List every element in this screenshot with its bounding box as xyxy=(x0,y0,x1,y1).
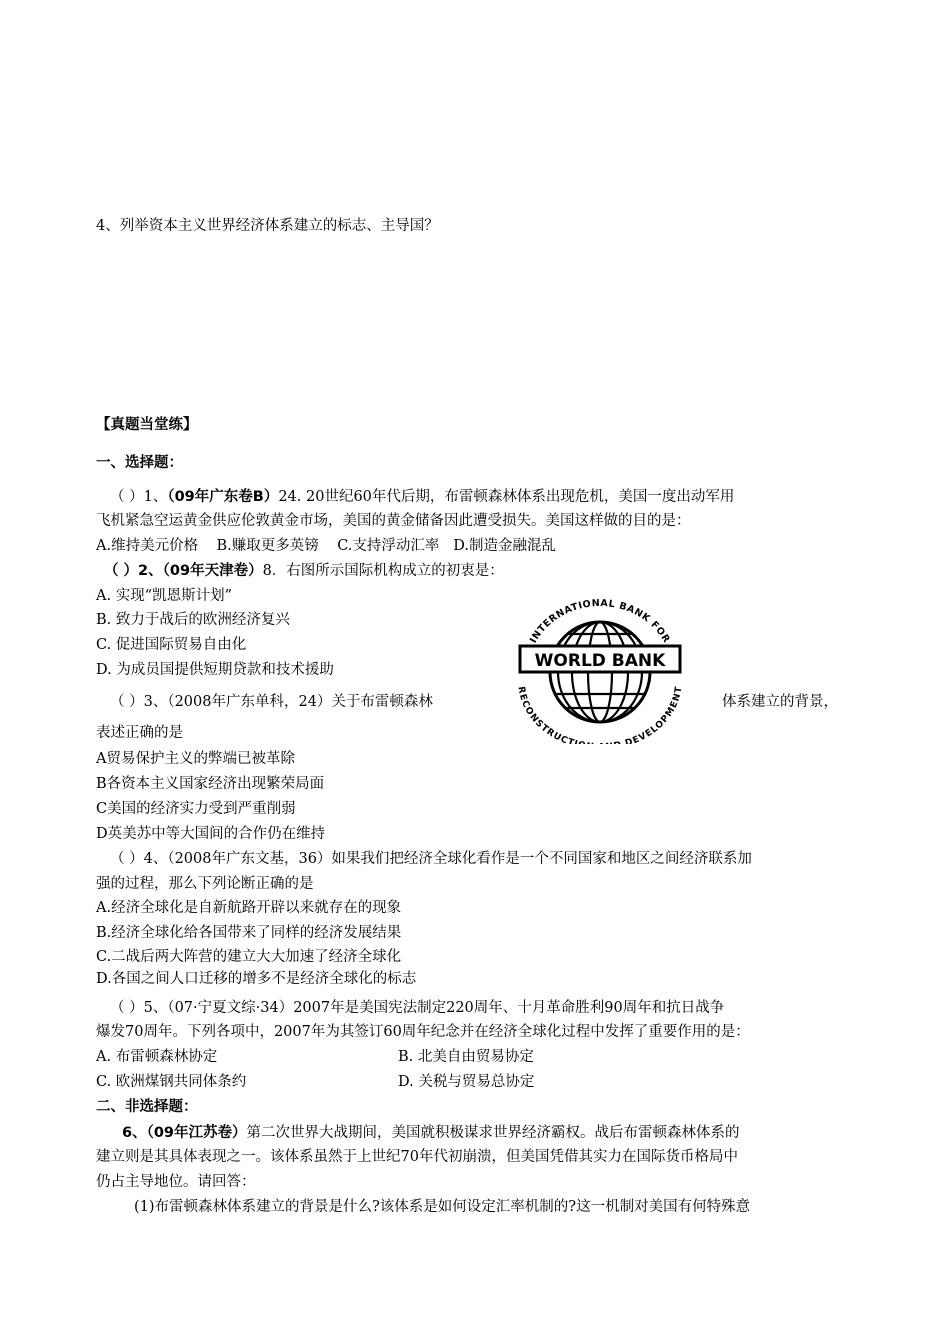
q1-prefix: （ ）1、 xyxy=(110,489,168,505)
q4-option-b: B.经济全球化给各国带来了同样的经济发展结果 xyxy=(96,925,402,941)
q6-text-line3: 仍占主导地位。请回答： xyxy=(96,1174,256,1190)
q5-option-b: B. 北美自由贸易协定 xyxy=(398,1049,534,1065)
q6-text-line2: 建立则是其具体表现之一。该体系虽然于上世纪70年代初崩溃，但美国凭借其实力在国际货币格局中 xyxy=(96,1149,738,1165)
section-title: 【真题当堂练】 xyxy=(96,417,198,433)
q5-line1: （ ）5、（07·宁夏文综·34）2007年是美国宪法制定220周年、十月革命胜利90周年和抗日战争 xyxy=(110,1000,725,1016)
q2-option-b: B. 致力于战后的欧洲经济复兴 xyxy=(96,612,290,628)
q2-source: （09年天津卷） xyxy=(162,563,263,579)
q6-source: （09年江苏卷） xyxy=(146,1125,247,1141)
logo-center-text: WORLD BANK xyxy=(534,651,666,671)
q4-line1: （ ）4、（2008年广东文基，36）如果我们把经济全球化看作是一个不同国家和地区之间经济联系加 xyxy=(110,851,752,867)
q3-option-c: C美国的经济实力受到严重削弱 xyxy=(96,801,296,817)
q1-text-line2: 飞机紧急空运黄金供应伦敦黄金市场，美国的黄金储备因此遭受损失。美国这样做的目的是： xyxy=(96,513,691,529)
q4-option-d: D.各国之间人口迁移的增多不是经济全球化的标志 xyxy=(96,971,417,987)
q5-option-a: A. 布雷顿森林协定 xyxy=(96,1049,218,1065)
q5-option-c: C. 欧洲煤钢共同体条约 xyxy=(96,1074,247,1090)
q2-line1 xyxy=(104,561,504,581)
q3-line1-left: （ ）3、（2008年广东单科，24）关于布雷顿森林 xyxy=(110,694,433,710)
q3-option-b: B各资本主义国家经济出现繁荣局面 xyxy=(96,776,325,792)
q1-options: A.维持美元价格 B.赚取更多英镑 C.支持浮动汇率 D.制造金融混乱 xyxy=(96,538,556,554)
q6-number: 6、 xyxy=(122,1125,147,1141)
q2-text: 8．右图所示国际机构成立的初衷是： xyxy=(262,563,504,579)
q2-option-c: C. 促进国际贸易自由化 xyxy=(96,637,247,653)
q1-line1 xyxy=(110,487,734,507)
q3-option-d: D英美苏中等大国间的合作仍在维持 xyxy=(96,826,326,842)
logo-ring-bottom: RECONSTRUCT DEVELOPMENT xyxy=(515,685,685,744)
world-bank-logo xyxy=(500,594,700,744)
q4-line2: 强的过程，那么下列论断正确的是 xyxy=(96,876,314,892)
q2-option-a: A. 实现“凯恩斯计划” xyxy=(96,588,233,604)
q1-text-line1: 24. 20世纪60年代后期，布雷顿森林体系出现危机，美国一度出动军用 xyxy=(278,489,735,505)
q4-option-c: C.二战后两大阵营的建立大大加速了经济全球化 xyxy=(96,949,402,965)
q1-source: （09年广东卷B） xyxy=(167,489,279,505)
q2-option-d: D. 为成员国提供短期贷款和技术援助 xyxy=(96,662,334,678)
q3-option-a: A贸易保护主义的弊端已被革除 xyxy=(96,751,295,767)
logo-ring-top: INTERNATIONAL BANK FOR xyxy=(527,597,672,646)
q6-sub1: (1)布雷顿森林体系建立的背景是什么?该体系是如何设定汇率机制的?这一机制对美国有何特殊意 xyxy=(134,1199,751,1215)
q4-option-a: A.经济全球化是自新航路开辟以来就存在的现象 xyxy=(96,900,402,916)
q5-option-d: D. 关税与贸易总协定 xyxy=(398,1074,535,1090)
question-4-review: 4、列举资本主义世界经济体系建立的标志、主导国？ xyxy=(96,218,439,234)
q6-text-line1: 第二次世界大战期间，美国就积极谋求世界经济霸权。战后布雷顿森林体系的 xyxy=(246,1125,740,1141)
q3-line2: 表述正确的是 xyxy=(96,725,183,741)
q6-line1 xyxy=(122,1123,740,1143)
q2-prefix: （ ）2、 xyxy=(104,563,163,579)
part1-title: 一、选择题： xyxy=(96,455,183,471)
part2-title: 二、非选择题： xyxy=(96,1099,198,1115)
q3-line1-right: 体系建立的背景， xyxy=(722,694,838,710)
q5-line2: 爆发70周年。下列各项中，2007年为其签订60周年纪念并在经济全球化过程中发挥了重要作用的是： xyxy=(96,1024,750,1040)
